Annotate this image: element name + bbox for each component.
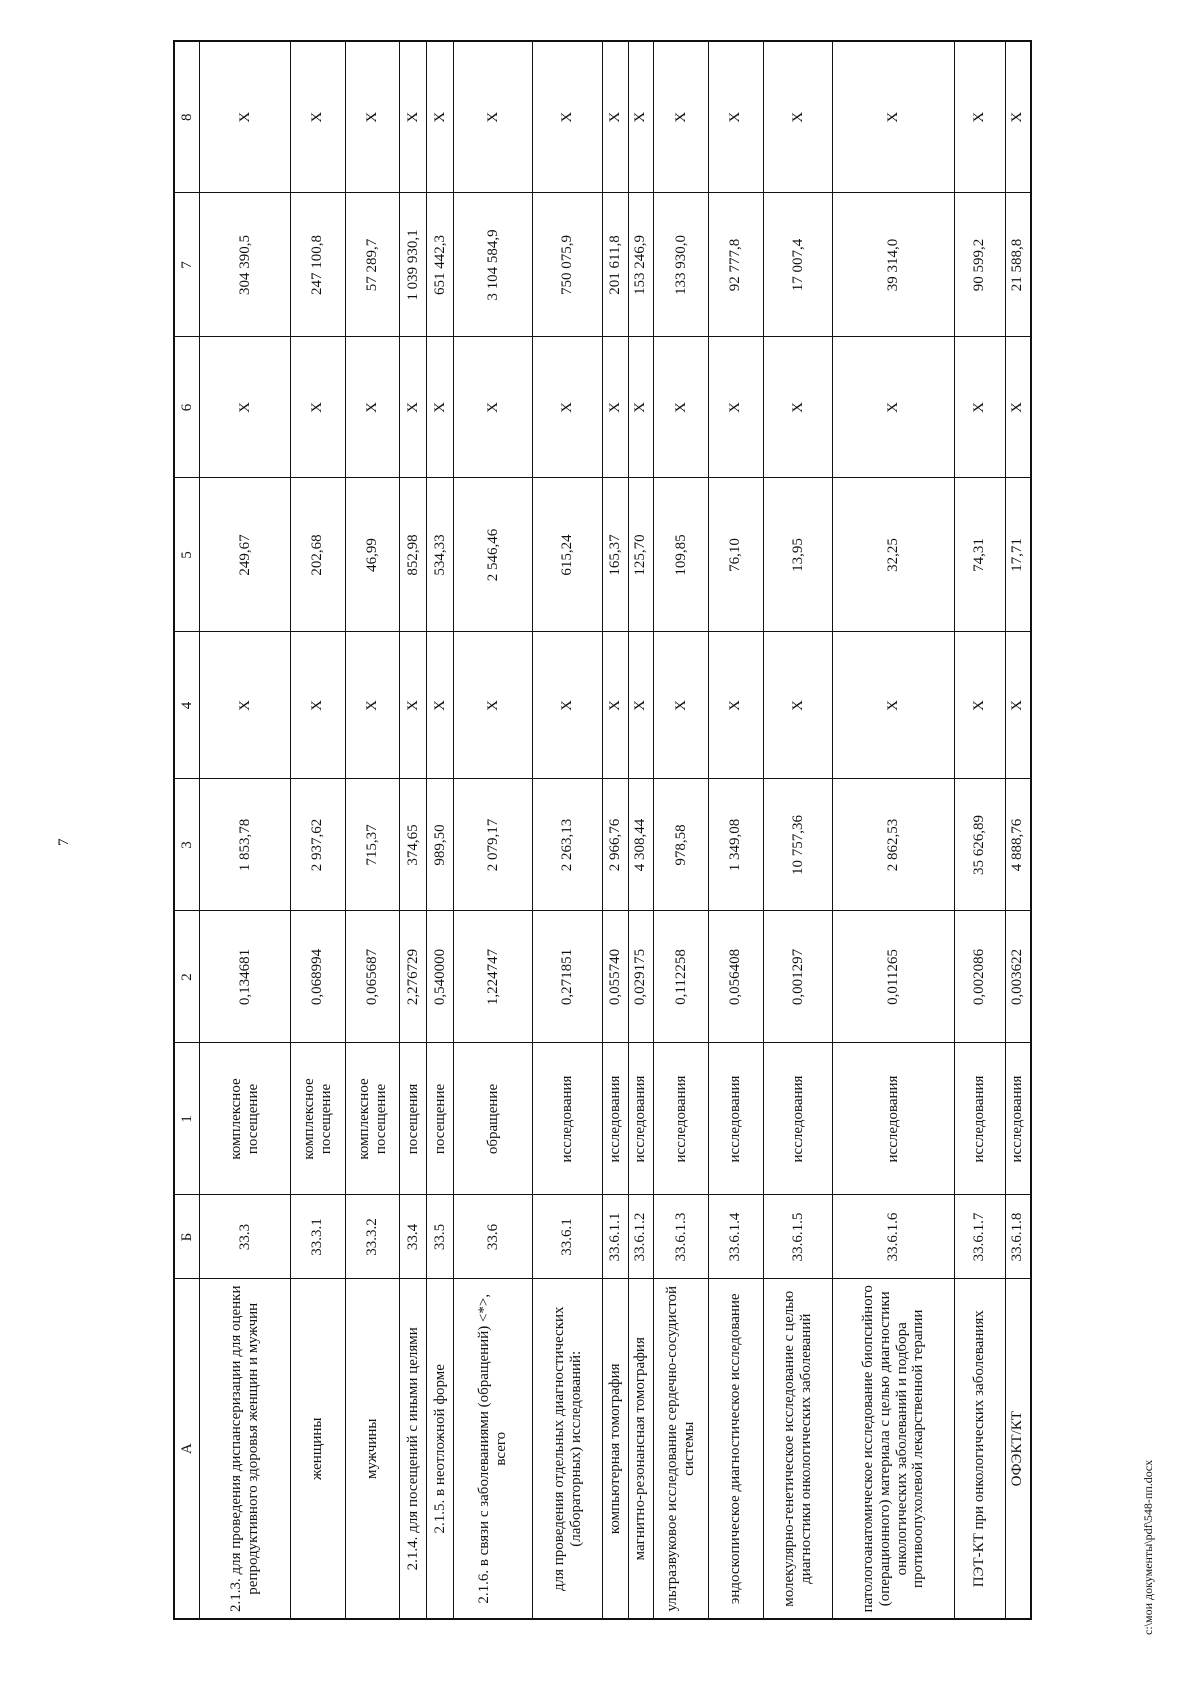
data-table bbox=[173, 40, 1032, 1620]
row-label: ультразвуковое исследование сердечно-сосудистой системы bbox=[654, 1279, 709, 1619]
row-code: 33.6.1.6 bbox=[833, 1195, 954, 1279]
column-header: Б bbox=[174, 1195, 200, 1279]
value-cell-3: 2 862,53 bbox=[833, 779, 954, 911]
unit-cell: исследования bbox=[954, 1043, 1005, 1195]
value-cell-7: 21 588,8 bbox=[1005, 193, 1031, 337]
row-code: 33.3.2 bbox=[345, 1195, 400, 1279]
value-cell-2: 0,011265 bbox=[833, 911, 954, 1043]
column-header: 3 bbox=[174, 779, 200, 911]
row-code: 33.6.1.5 bbox=[763, 1195, 833, 1279]
value-cell-5: 202,68 bbox=[290, 478, 345, 632]
value-cell-6: X bbox=[453, 337, 532, 478]
value-cell-7: 39 314,0 bbox=[833, 193, 954, 337]
table-row bbox=[654, 41, 709, 1619]
unit-cell: комплексное посещение bbox=[200, 1043, 291, 1195]
table-row bbox=[763, 41, 833, 1619]
value-cell-6: X bbox=[954, 337, 1005, 478]
value-cell-7: 57 289,7 bbox=[345, 193, 400, 337]
value-cell-4: X bbox=[453, 632, 532, 779]
value-cell-2: 0,540000 bbox=[427, 911, 454, 1043]
table-row bbox=[708, 41, 763, 1619]
value-cell-2: 0,271851 bbox=[533, 911, 603, 1043]
value-cell-3: 2 937,62 bbox=[290, 779, 345, 911]
value-cell-3: 2 263,13 bbox=[533, 779, 603, 911]
row-code: 33.6.1.1 bbox=[602, 1195, 628, 1279]
row-label: женщины bbox=[290, 1279, 345, 1619]
column-header: 2 bbox=[174, 911, 200, 1043]
row-label: 2.1.4. для посещений с иными целями bbox=[400, 1279, 427, 1619]
row-label: эндоскопическое диагностическое исследование bbox=[708, 1279, 763, 1619]
value-cell-8: X bbox=[628, 41, 654, 193]
value-cell-4: X bbox=[400, 632, 427, 779]
row-label: 2.1.3. для проведения диспансеризации для оценки репродуктивного здоровья женщин и мужчин bbox=[200, 1279, 291, 1619]
row-code: 33.3.1 bbox=[290, 1195, 345, 1279]
value-cell-3: 4 888,76 bbox=[1005, 779, 1031, 911]
row-label: ОФЭКТ/КТ bbox=[1005, 1279, 1031, 1619]
value-cell-5: 165,37 bbox=[602, 478, 628, 632]
value-cell-5: 17,71 bbox=[1005, 478, 1031, 632]
value-cell-4: X bbox=[954, 632, 1005, 779]
value-cell-3: 1 349,08 bbox=[708, 779, 763, 911]
unit-cell: комплексное посещение bbox=[290, 1043, 345, 1195]
unit-cell: исследования bbox=[1005, 1043, 1031, 1195]
value-cell-2: 1,224747 bbox=[453, 911, 532, 1043]
value-cell-4: X bbox=[763, 632, 833, 779]
value-cell-4: X bbox=[1005, 632, 1031, 779]
column-header: 7 bbox=[174, 193, 200, 337]
value-cell-7: 90 599,2 bbox=[954, 193, 1005, 337]
row-code: 33.3 bbox=[200, 1195, 291, 1279]
value-cell-2: 0,134681 bbox=[200, 911, 291, 1043]
table-row bbox=[833, 41, 954, 1619]
unit-cell: комплексное посещение bbox=[345, 1043, 400, 1195]
table-body bbox=[174, 41, 1031, 1619]
value-cell-6: X bbox=[200, 337, 291, 478]
value-cell-2: 0,003622 bbox=[1005, 911, 1031, 1043]
value-cell-6: X bbox=[290, 337, 345, 478]
footer-file-path: c:\мои документы\pdf\548-пп.docx bbox=[1141, 1459, 1155, 1635]
value-cell-8: X bbox=[427, 41, 454, 193]
value-cell-5: 534,33 bbox=[427, 478, 454, 632]
value-cell-3: 989,50 bbox=[427, 779, 454, 911]
row-code: 33.6.1.2 bbox=[628, 1195, 654, 1279]
table-row bbox=[290, 41, 345, 1619]
value-cell-6: X bbox=[1005, 337, 1031, 478]
value-cell-7: 1 039 930,1 bbox=[400, 193, 427, 337]
value-cell-4: X bbox=[833, 632, 954, 779]
value-cell-8: X bbox=[833, 41, 954, 193]
value-cell-5: 2 546,46 bbox=[453, 478, 532, 632]
value-cell-7: 133 930,0 bbox=[654, 193, 709, 337]
row-label: для проведения отдельных диагностических (лабораторных) исследований: bbox=[533, 1279, 603, 1619]
value-cell-7: 247 100,8 bbox=[290, 193, 345, 337]
value-cell-8: X bbox=[1005, 41, 1031, 193]
row-label: ПЭТ-КТ при онкологических заболеваниях bbox=[954, 1279, 1005, 1619]
column-header: А bbox=[174, 1279, 200, 1619]
row-label: магнитно-резонансная томография bbox=[628, 1279, 654, 1619]
unit-cell: посещения bbox=[400, 1043, 427, 1195]
value-cell-5: 852,98 bbox=[400, 478, 427, 632]
value-cell-4: X bbox=[345, 632, 400, 779]
column-header: 1 bbox=[174, 1043, 200, 1195]
value-cell-4: X bbox=[290, 632, 345, 779]
row-code: 33.6.1.4 bbox=[708, 1195, 763, 1279]
value-cell-2: 0,029175 bbox=[628, 911, 654, 1043]
value-cell-3: 374,65 bbox=[400, 779, 427, 911]
row-label: компьютерная томография bbox=[602, 1279, 628, 1619]
row-code: 33.6.1.3 bbox=[654, 1195, 709, 1279]
value-cell-5: 249,67 bbox=[200, 478, 291, 632]
value-cell-6: X bbox=[345, 337, 400, 478]
table-row bbox=[533, 41, 603, 1619]
value-cell-7: 201 611,8 bbox=[602, 193, 628, 337]
value-cell-2: 0,055740 bbox=[602, 911, 628, 1043]
row-code: 33.6.1.8 bbox=[1005, 1195, 1031, 1279]
unit-cell: исследования bbox=[628, 1043, 654, 1195]
table-row bbox=[345, 41, 400, 1619]
row-label: патологоанатомическое исследование биопсийного (операционного) материала с целью диагностики онкологических заболеваний и подбора противоопухолевой лекарственной терапии bbox=[833, 1279, 954, 1619]
value-cell-5: 13,95 bbox=[763, 478, 833, 632]
value-cell-7: 92 777,8 bbox=[708, 193, 763, 337]
table-row bbox=[1005, 41, 1031, 1619]
value-cell-4: X bbox=[708, 632, 763, 779]
column-header: 5 bbox=[174, 478, 200, 632]
row-label: мужчины bbox=[345, 1279, 400, 1619]
value-cell-3: 4 308,44 bbox=[628, 779, 654, 911]
value-cell-7: 750 075,9 bbox=[533, 193, 603, 337]
row-code: 33.5 bbox=[427, 1195, 454, 1279]
value-cell-8: X bbox=[954, 41, 1005, 193]
value-cell-6: X bbox=[427, 337, 454, 478]
value-cell-3: 2 966,76 bbox=[602, 779, 628, 911]
unit-cell: исследования bbox=[602, 1043, 628, 1195]
value-cell-8: X bbox=[400, 41, 427, 193]
value-cell-8: X bbox=[200, 41, 291, 193]
table-row bbox=[954, 41, 1005, 1619]
row-code: 33.6.1 bbox=[533, 1195, 603, 1279]
value-cell-3: 2 079,17 bbox=[453, 779, 532, 911]
value-cell-2: 0,056408 bbox=[708, 911, 763, 1043]
page-number: 7 bbox=[56, 838, 72, 846]
table-row bbox=[602, 41, 628, 1619]
column-header: 8 bbox=[174, 41, 200, 193]
value-cell-6: X bbox=[400, 337, 427, 478]
value-cell-5: 76,10 bbox=[708, 478, 763, 632]
value-cell-8: X bbox=[654, 41, 709, 193]
value-cell-5: 125,70 bbox=[628, 478, 654, 632]
unit-cell: исследования bbox=[833, 1043, 954, 1195]
value-cell-3: 715,37 bbox=[345, 779, 400, 911]
value-cell-8: X bbox=[345, 41, 400, 193]
value-cell-8: X bbox=[708, 41, 763, 193]
column-header: 4 bbox=[174, 632, 200, 779]
value-cell-6: X bbox=[602, 337, 628, 478]
unit-cell: исследования bbox=[763, 1043, 833, 1195]
table-row bbox=[628, 41, 654, 1619]
value-cell-5: 615,24 bbox=[533, 478, 603, 632]
value-cell-3: 978,58 bbox=[654, 779, 709, 911]
row-code: 33.6.1.7 bbox=[954, 1195, 1005, 1279]
row-code: 33.6 bbox=[453, 1195, 532, 1279]
value-cell-8: X bbox=[602, 41, 628, 193]
value-cell-6: X bbox=[533, 337, 603, 478]
rotated-table-container bbox=[173, 42, 1032, 1620]
value-cell-5: 74,31 bbox=[954, 478, 1005, 632]
value-cell-6: X bbox=[763, 337, 833, 478]
row-label: молекулярно-генетическое исследование с целью диагностики онкологических заболеваний bbox=[763, 1279, 833, 1619]
table-row bbox=[200, 41, 291, 1619]
value-cell-8: X bbox=[533, 41, 603, 193]
value-cell-8: X bbox=[453, 41, 532, 193]
value-cell-6: X bbox=[654, 337, 709, 478]
value-cell-2: 2,276729 bbox=[400, 911, 427, 1043]
value-cell-7: 304 390,5 bbox=[200, 193, 291, 337]
unit-cell: посещение bbox=[427, 1043, 454, 1195]
value-cell-5: 32,25 bbox=[833, 478, 954, 632]
table-row bbox=[427, 41, 454, 1619]
unit-cell: исследования bbox=[654, 1043, 709, 1195]
value-cell-2: 0,001297 bbox=[763, 911, 833, 1043]
value-cell-2: 0,002086 bbox=[954, 911, 1005, 1043]
table-header-row bbox=[174, 41, 200, 1619]
value-cell-3: 1 853,78 bbox=[200, 779, 291, 911]
value-cell-2: 0,065687 bbox=[345, 911, 400, 1043]
value-cell-7: 651 442,3 bbox=[427, 193, 454, 337]
unit-cell: исследования bbox=[708, 1043, 763, 1195]
column-header: 6 bbox=[174, 337, 200, 478]
unit-cell: обращение bbox=[453, 1043, 532, 1195]
value-cell-4: X bbox=[533, 632, 603, 779]
value-cell-4: X bbox=[427, 632, 454, 779]
row-label: 2.1.6. в связи с заболеваниями (обращений) <*>, всего bbox=[453, 1279, 532, 1619]
value-cell-5: 109,85 bbox=[654, 478, 709, 632]
table-row bbox=[400, 41, 427, 1619]
value-cell-7: 153 246,9 bbox=[628, 193, 654, 337]
unit-cell: исследования bbox=[533, 1043, 603, 1195]
value-cell-7: 3 104 584,9 bbox=[453, 193, 532, 337]
table-row bbox=[453, 41, 532, 1619]
value-cell-6: X bbox=[833, 337, 954, 478]
value-cell-3: 10 757,36 bbox=[763, 779, 833, 911]
value-cell-3: 35 626,89 bbox=[954, 779, 1005, 911]
value-cell-4: X bbox=[602, 632, 628, 779]
value-cell-5: 46,99 bbox=[345, 478, 400, 632]
value-cell-4: X bbox=[200, 632, 291, 779]
row-label: 2.1.5. в неотложной форме bbox=[427, 1279, 454, 1619]
value-cell-4: X bbox=[628, 632, 654, 779]
value-cell-6: X bbox=[708, 337, 763, 478]
value-cell-6: X bbox=[628, 337, 654, 478]
value-cell-2: 0,112258 bbox=[654, 911, 709, 1043]
row-code: 33.4 bbox=[400, 1195, 427, 1279]
value-cell-4: X bbox=[654, 632, 709, 779]
value-cell-8: X bbox=[763, 41, 833, 193]
value-cell-2: 0,068994 bbox=[290, 911, 345, 1043]
value-cell-7: 17 007,4 bbox=[763, 193, 833, 337]
value-cell-8: X bbox=[290, 41, 345, 193]
